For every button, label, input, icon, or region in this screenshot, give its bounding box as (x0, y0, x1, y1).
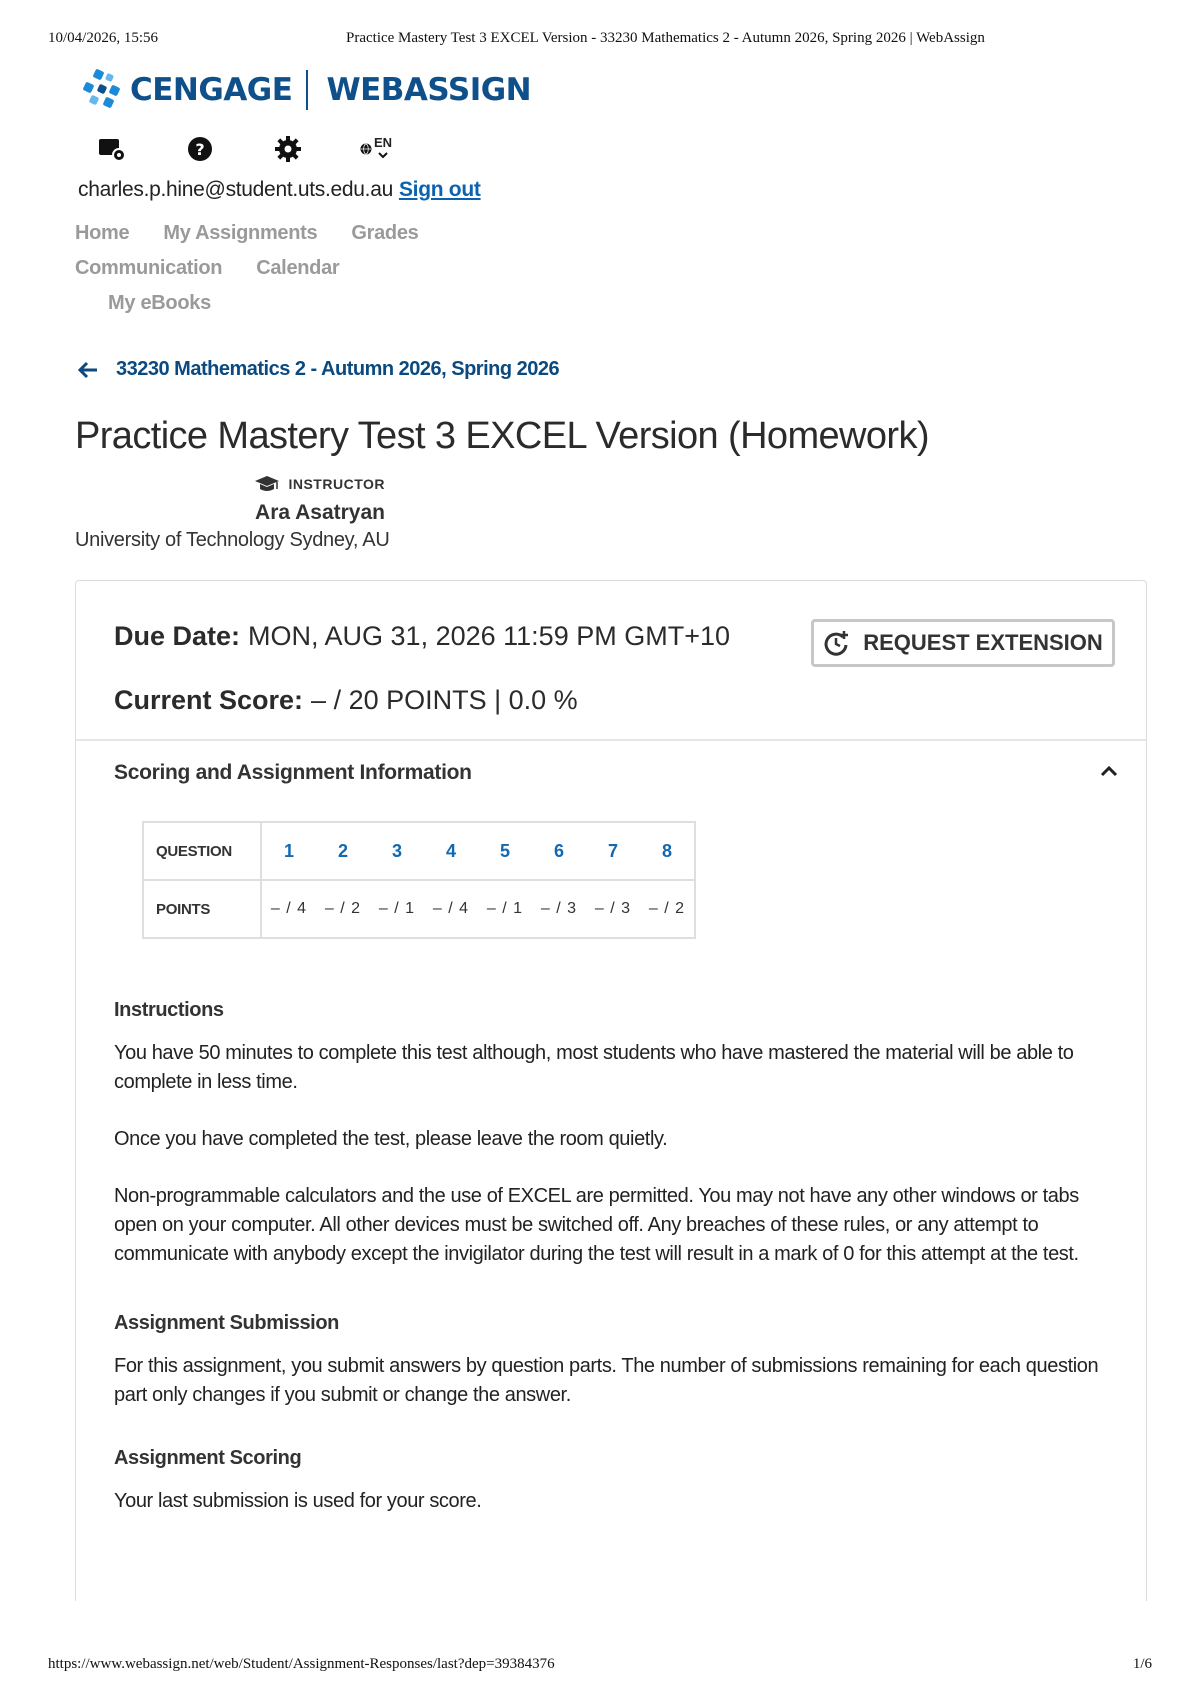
notifications-icon[interactable] (96, 133, 128, 165)
cengage-webassign-logo[interactable] (80, 68, 531, 112)
question-points-table (142, 821, 696, 939)
nav-my-assignments[interactable]: My Assignments (163, 222, 318, 244)
cengage-logo-icon (80, 68, 126, 112)
points-cell: – / 4 (261, 880, 316, 938)
question-link-3[interactable]: 3 (370, 822, 424, 880)
globe-icon (360, 136, 372, 162)
submission-text: For this assignment, you submit answers by question parts. The number of submissions remaining for each question part only changes if you submit or change the answer. (114, 1355, 1099, 1406)
brand-cengage: CENGAGE (130, 72, 293, 108)
assignment-card (75, 580, 1147, 1601)
brand-webassign: WEBASSIGN (326, 72, 532, 108)
graduation-cap-icon (254, 475, 280, 493)
question-link-8[interactable]: 8 (640, 822, 695, 880)
table-row-points (143, 880, 695, 938)
page-title: Practice Mastery Test 3 EXCEL Version (Homework) (75, 415, 929, 457)
assignment-information (114, 996, 1114, 1544)
print-page-number: 1/6 (1132, 1656, 1152, 1672)
points-cell: – / 4 (424, 880, 478, 938)
instructions-paragraph-1: You have 50 minutes to complete this test although, most students who have mastered the material will be able to complete in less time. (114, 1042, 1074, 1093)
print-page-title: Practice Mastery Test 3 EXCEL Version - 33230 Mathematics 2 - Autumn 2026, Spring 2026 | WebAssign (346, 30, 985, 46)
question-header: QUESTION (143, 822, 261, 880)
nav-communication[interactable]: Communication (75, 257, 223, 279)
course-name: 33230 Mathematics 2 - Autumn 2026, Spring 2026 (116, 358, 560, 380)
sign-out-link[interactable]: Sign out (398, 178, 481, 201)
instructor-block (75, 475, 390, 552)
instructions-paragraph-3: Non-programmable calculators and the use of EXCEL are permitted. You may not have any other windows or tabs open on your computer. All other devices must be switched off. Any breaches of these rules, or any attempt to communicate with anybody except the invigilator during the test will result in a mark of 0 for this attempt at the test. (114, 1185, 1079, 1265)
table-row-questions (143, 822, 695, 880)
language-selector[interactable] (360, 133, 392, 165)
instructor-label: INSTRUCTOR (288, 476, 385, 492)
instructions-heading: Instructions (114, 999, 224, 1021)
request-extension-button[interactable] (811, 619, 1115, 667)
brand-separator (306, 70, 308, 110)
question-link-4[interactable]: 4 (424, 822, 478, 880)
points-cell: – / 1 (370, 880, 424, 938)
language-code: EN (373, 135, 392, 150)
due-date-label: Due Date: (114, 621, 241, 651)
question-link-7[interactable]: 7 (586, 822, 640, 880)
points-cell: – / 2 (316, 880, 370, 938)
utility-toolbar (96, 133, 448, 165)
points-cell: – / 2 (640, 880, 695, 938)
submission-heading: Assignment Submission (114, 1312, 339, 1334)
print-timestamp: 10/04/2026, 15:56 (48, 30, 159, 46)
current-score (114, 685, 578, 716)
due-date-value: MON, AUG 31, 2026 11:59 PM GMT+10 (248, 621, 730, 651)
question-link-1[interactable]: 1 (261, 822, 316, 880)
current-score-label: Current Score: (114, 685, 304, 715)
settings-icon[interactable] (272, 133, 304, 165)
nav-home[interactable]: Home (75, 222, 130, 244)
question-link-6[interactable]: 6 (532, 822, 586, 880)
scoring-info-heading: Assignment Scoring (114, 1447, 302, 1469)
question-link-5[interactable]: 5 (478, 822, 532, 880)
scoring-info-text: Your last submission is used for your score. (114, 1490, 482, 1512)
scoring-section-heading: Scoring and Assignment Information (114, 761, 472, 784)
nav-calendar[interactable]: Calendar (256, 257, 340, 279)
current-score-value: – / 20 POINTS | 0.0 % (311, 685, 578, 715)
help-icon[interactable] (184, 133, 216, 165)
chevron-up-icon[interactable] (1100, 765, 1118, 777)
course-back-link[interactable] (78, 358, 559, 381)
institution-name: University of Technology Sydney, AU (75, 529, 390, 551)
user-account-line (78, 178, 481, 202)
request-extension-label: REQUEST EXTENSION (863, 630, 1103, 655)
points-header: POINTS (143, 880, 261, 938)
user-email: charles.p.hine@student.uts.edu.au (78, 178, 393, 201)
instructor-name: Ara Asatryan (255, 501, 385, 524)
card-divider (76, 739, 1146, 741)
clock-plus-icon (823, 629, 851, 657)
points-cell: – / 1 (478, 880, 532, 938)
points-cell: – / 3 (586, 880, 640, 938)
question-link-2[interactable]: 2 (316, 822, 370, 880)
arrow-left-icon (78, 361, 98, 379)
svg-text:?: ? (195, 140, 205, 159)
print-url: https://www.webassign.net/web/Student/Assignment-Responses/last?dep=39384376 (48, 1656, 555, 1672)
nav-grades[interactable]: Grades (351, 222, 419, 244)
points-cell: – / 3 (532, 880, 586, 938)
chevron-down-icon (378, 152, 388, 159)
due-date (114, 621, 730, 652)
nav-my-ebooks[interactable]: My eBooks (108, 292, 211, 314)
instructions-paragraph-2: Once you have completed the test, please leave the room quietly. (114, 1128, 668, 1150)
